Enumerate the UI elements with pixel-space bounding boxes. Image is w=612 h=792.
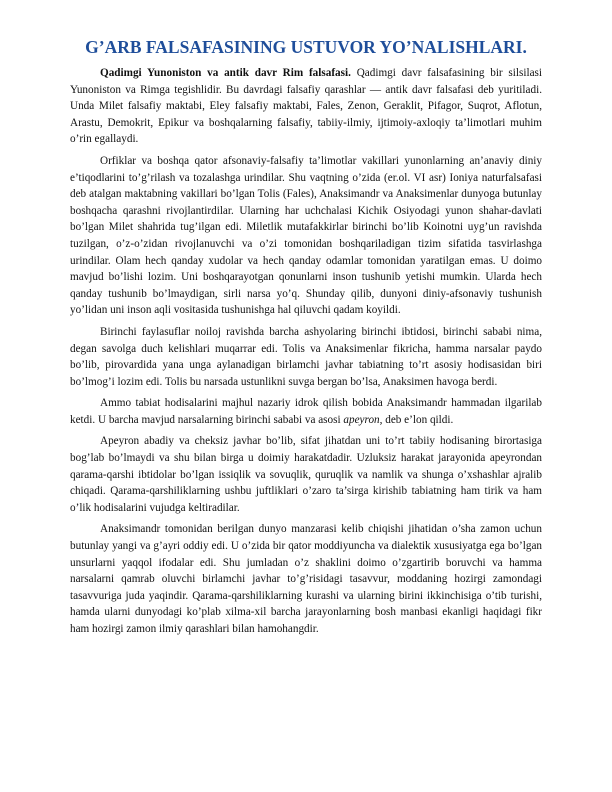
document-title: G’ARB FALSAFASINING USTUVOR YO’NALISHLARI. [85, 37, 527, 57]
paragraph-1 [70, 65, 542, 148]
paragraph-2: Orfiklar va boshqa qator afsonaviy-falsafiy ta’limotlar vakillari yunonlarning an’anaviy diniy e’tiqodlarini to’g’rilash va tozalashga urindilar. Shu vaqtning o’zida (er.ol. VI asr) Ioniya naturfalsafasi deb atalgan maktabning vakillari bo’lgan Tolis (Fales), Anaksimandr va Anaksimenlar dunyoga butunlay boshqacha qarashni rivojlantirdilar. Ularning har uchchalasi Kichik Osiyodagi yunon shahar-davlati bo’lgan Milet shahrida tug’ilgan edi. Miletlik mutafakkirlar birinchi bo’lib Koinotni uyg’un ravishda tuzilgan, o’z-o’zidan rivojlanuvchi va o’zi tomonidan boshqariladigan tizim sifatida tasvirlashga urindilar. Olam hech qanday xudolar va hech qanday odamlar tomonidan yaratilgan emas. U doimo mavjud bo’lishi lozim. Uni boshqarayotgan qonunlarni inson tushunib yetishi mumkin. Ularda hech qanday tushunib bo’lmaydigan, sirli narsa yo’q. Shunday qilib, dunyoni diniy-afsonaviy tushunish yo’lidan uni inson aqli vositasida tushunishga hal qiluvchi qadam koyildi. [70, 154, 542, 317]
paragraph-4-text-before: Ammo tabiat hodisalarini majhul nazariy idrok qilish bobida Anaksimandr hammadan ilgarilab ketdi. U barcha mavjud narsalarning birinchi sababi va asosi [70, 397, 542, 426]
paragraph-4-text-after: deb e’lon qildi. [382, 413, 454, 426]
paragraph-3: Birinchi faylasuflar noiloj ravishda barcha ashyolaring birinchi ibtidosi, birinchi sababi nima, degan savolga duch kelishlari muqarrar edi. Tolis va Anaksimenlar fikricha, hamma narsalar paydo bo’lib, pirovardida yana unga aylanadigan birlamchi javhar tabiatning to’rt asosiy hodisasidan biri bo’lmog’i lozim edi. Tolis bu narsada ustunlikni suvga bergan bo’lsa, Anaksimen havoga berdi. [70, 325, 542, 388]
paragraph-4 [70, 395, 542, 428]
paragraph-5: Apeyron abadiy va cheksiz javhar bo’lib, sifat jihatdan uni to’rt tabiiy hodisaning birortasiga bog’lab bo’lmaydi va shu bilan birga u doimiy harakatdadir. Uzluksiz harakat jarayonida apeyrondan qarama-qarshi ibtidolar bo’lgan issiqlik va sovuqlik, quruqlik va namlik va shunga o’xshashlar ajralib chiqadi. Qarama-qarshiliklarning ushbu juftliklari o’zaro ta’sirga kirishib tabiatning ham tirik va ham o’lik hodisalarini vujudga keltiradilar. [70, 435, 542, 514]
paragraph-1-text: Qadimgi davr falsafasining bir silsilasi Yunoniston va Rimga tegishlidir. Bu davrdagi falsafiy qarashlar — antik davr falsafasi deb yuritiladi. Unda Milet falsafiy maktabi, Eley falsafiy maktabi, Fales, Zenon, Geraklit, Pifagor, Suqrot, Aflotun, Arastu, Demokrit, Epikur va boshqalarning falsafiy, tabiiy-ilmiy, ijtimoiy-axloqiy ta’limotlari muhim o’rin egallaydi. [70, 67, 542, 146]
apeyron-term: apeyron, [343, 413, 383, 426]
paragraph-6: Anaksimandr tomonidan berilgan dunyo manzarasi kelib chiqishi jihatidan o’sha zamon uchun butunlay yangi va g’ayri oddiy edi. U o’zida bir qator moddiyuncha va dialektik xususiyatga ega bo’lgan unsurlarni yaqqol ifodalar edi. Shu jumladan o’z shaklini doimo o’zgartirib boruvchi va hamma narsalarni qamrab oluvchi birlamchi javhar to’g’risidagi tasavvur, moddaning hozirgi zamondagi tasavvuriga juda yaqindir. Qarama-qarshiliklarning kurashi va ularning birini ikkinchisiga o’tib turishi, hamda ularni dunyodagi ko’plab xilma-xil barcha jarayonlarning bosh manbasi ekanligi haqidagi fikr ham hozirgi zamon ilmiy qarashlari bilan hamohangdir. [70, 523, 542, 635]
paragraph-1-lead: Qadimgi Yunoniston va antik davr Rim falsafasi. [100, 67, 351, 79]
